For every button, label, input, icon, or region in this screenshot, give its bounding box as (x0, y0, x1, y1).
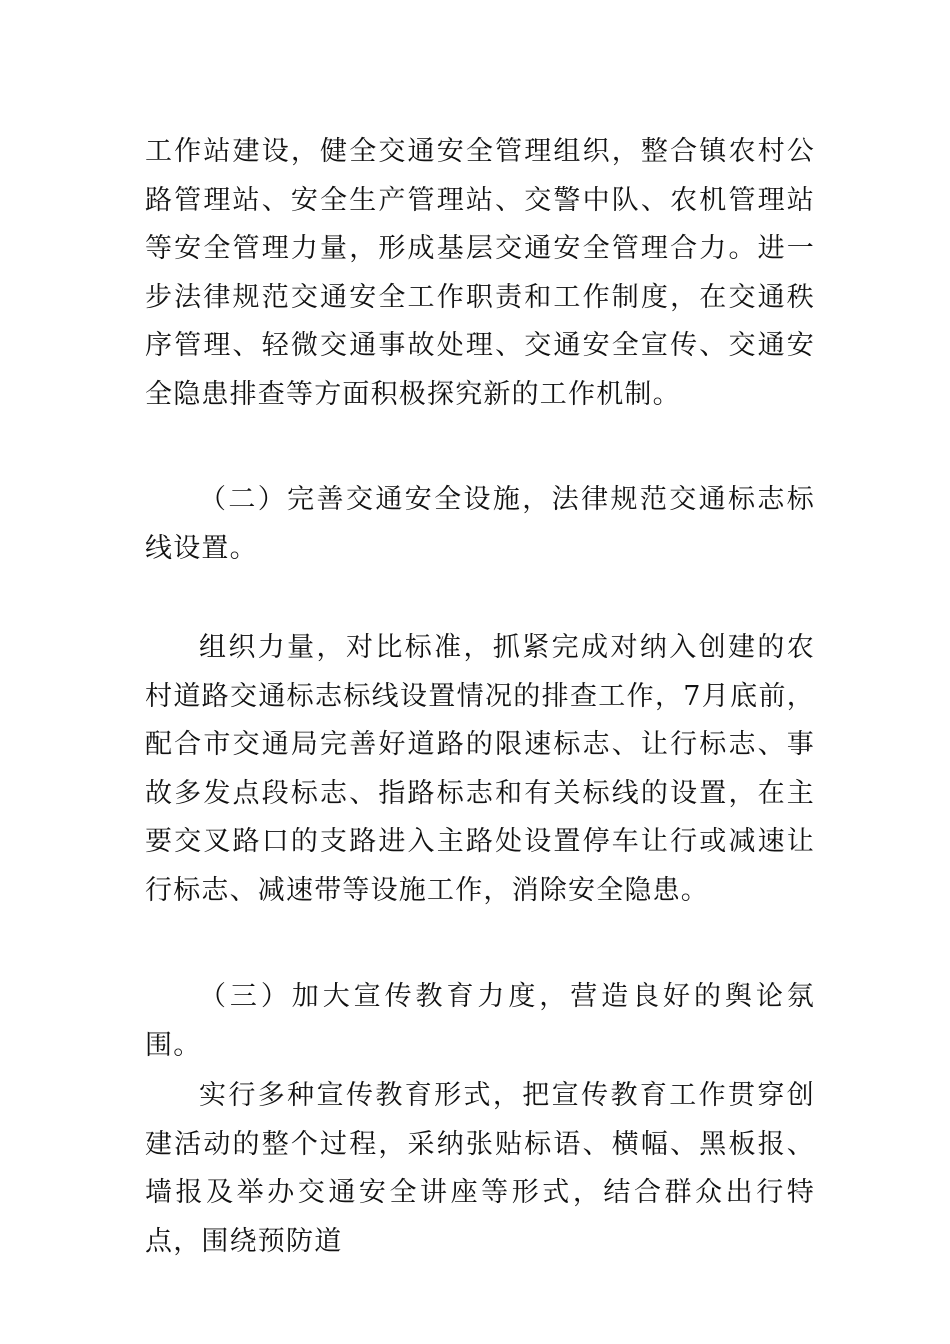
paragraph-body-3: 实行多种宣传教育形式，把宣传教育工作贯穿创建活动的整个过程，采纳张贴标语、横幅、黑板报、墙报及举办交通安全讲座等形式，结合群众出行特点，围绕预防道 (145, 1080, 815, 1257)
section-heading-2: （二）完善交通安全设施，法律规范交通标志标线设置。 (145, 484, 815, 564)
section-heading-3: （三）加大宣传教育力度，营造良好的舆论氛围。 (145, 981, 815, 1061)
paragraph-body-2: 组织力量，对比标准，抓紧完成对纳入创建的农村道路交通标志标线设置情况的排查工作，7月底前，配合市交通局完善好道路的限速标志、让行标志、事故多发点段标志、指路标志和有关标线的设置，在主要交叉路口的支路进入主路处设置停车让行或减速让行标志、减速带等设施工作，消除安全隐患。 (145, 632, 815, 906)
paragraph-body-1: 工作站建设，健全交通安全管理组织，整合镇农村公路管理站、安全生产管理站、交警中队、农机管理站等安全管理力量，形成基层交通安全管理合力。进一步法律规范交通安全工作职责和工作制度，在交通秩序管理、轻微交通事故处理、交通安全宣传、交通安全隐患排查等方面积极探究新的工作机制。 (145, 136, 815, 410)
